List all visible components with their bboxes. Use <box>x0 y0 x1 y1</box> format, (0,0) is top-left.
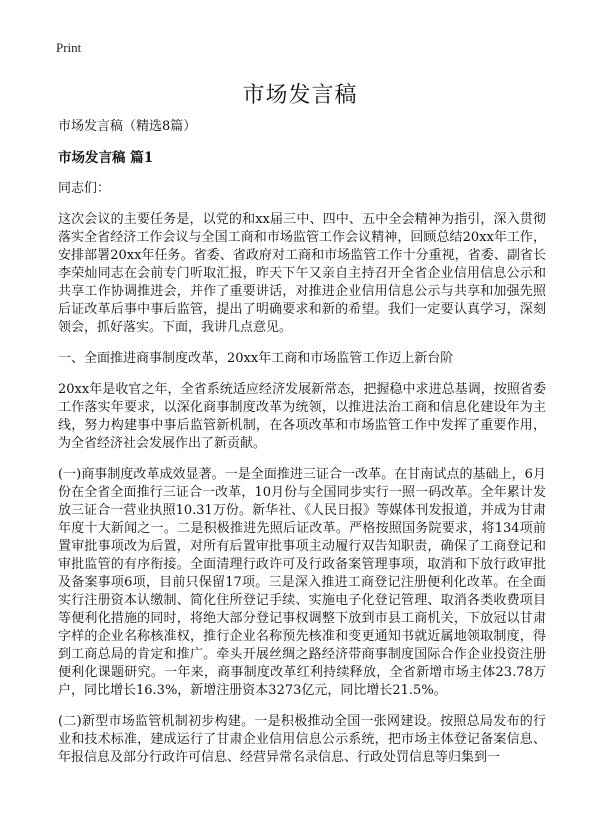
paragraph-summary: 20xx年是收官之年，全省系统适应经济发展新常态，把握稳中求进总基调，按照省委工作落实年要求，以深化商事制度改革为统领，以推进法治工商和信息化建设年为主线，努力构建事中事后监管新机制，在各项改革和市场监管工作中发挥了重要作用，为全省经济社会发展作出了新贡献。 <box>58 382 546 451</box>
paragraph-supervision: (二)新型市场监管机制初步构建。一是积极推动全国一张网建设。按照总局发布的行业和技术标准，建成运行了甘肃企业信用信息公示系统，把市场主体登记备案信息、年报信息及部分行政许可信息、经营异常名录信息、行政处罚信息等归集到一 <box>58 714 546 765</box>
greeting: 同志们： <box>58 181 111 196</box>
document-body <box>58 118 546 780</box>
print-link[interactable]: Print <box>56 40 82 55</box>
paragraph-heading-1: 一、全面推进商事制度改革，20xx年工商和市场监管工作迈上新台阶 <box>58 351 454 366</box>
paragraph-intro: 这次会议的主要任务是，以党的和xx届三中、四中、五中全会精神为指引，深入贯彻落实全省经济工作会议与全国工商和市场监管工作会议精神，回顾总结20xx年工作，安排部署20xx年任务。省委、省政府对工商和市场监管工作十分重视，省委、副省长李荣灿同志在会前专门听取汇报，昨天下午又亲自主持召开全省企业信用信息公示和共享工作协调推进会，并作了重要讲话，对推进企业信用信息公示与共享和加强先照后证改革后事中事后监管，提出了明确要求和新的希望。我们一定要认真学习，深刻领会，抓好落实。下面，我讲几点意见。 <box>58 212 546 335</box>
document-title: 市场发言稿 <box>242 83 358 108</box>
document-subtitle: 市场发言稿（精选8篇） <box>58 119 197 134</box>
paragraph-reform: (一)商事制度改革成效显著。一是全面推进三证合一改革。在甘南试点的基础上，6月份在全省全面推行三证合一改革，10月份与全国同步实行一照一码改革。全年累计发放三证合一营业执照10.31万份。新华社、《人民日报》等媒体刊发报道，并成为甘肃年度十大新闻之一。二是积极推进先照后证改革。严格按照国务院要求，将134项前置审批事项改为后置，对所有后置审批事项主动履行双告知职责，确保了工商登记和审批监管的有序衔接。全面清理行政许可及行政备案管理事项，取消和下放行政审批及备案事项6项，目前只保留17项。三是深入推进工商登记注册便利化改革。在全面实行注册资本认缴制、简化住所登记手续、实施电子化登记管理、取消各类收费项目等便利化措施的同时，将绝大部分登记事权调整下放到市县工商机关，下放冠以甘肃字样的企业名称核准权，推行企业名称预先核准和变更通知书就近属地领取制度，得到工商总局的肯定和推广。牵头开展丝绸之路经济带商事制度国际合作企业投资注册便利化课题研究。一年来，商事制度改革红利持续释放，全省新增市场主体23.78万户，同比增长16.3%，新增注册资本3273亿元，同比增长21.5%。 <box>58 467 546 698</box>
section-heading: 市场发言稿 篇1 <box>58 150 154 166</box>
